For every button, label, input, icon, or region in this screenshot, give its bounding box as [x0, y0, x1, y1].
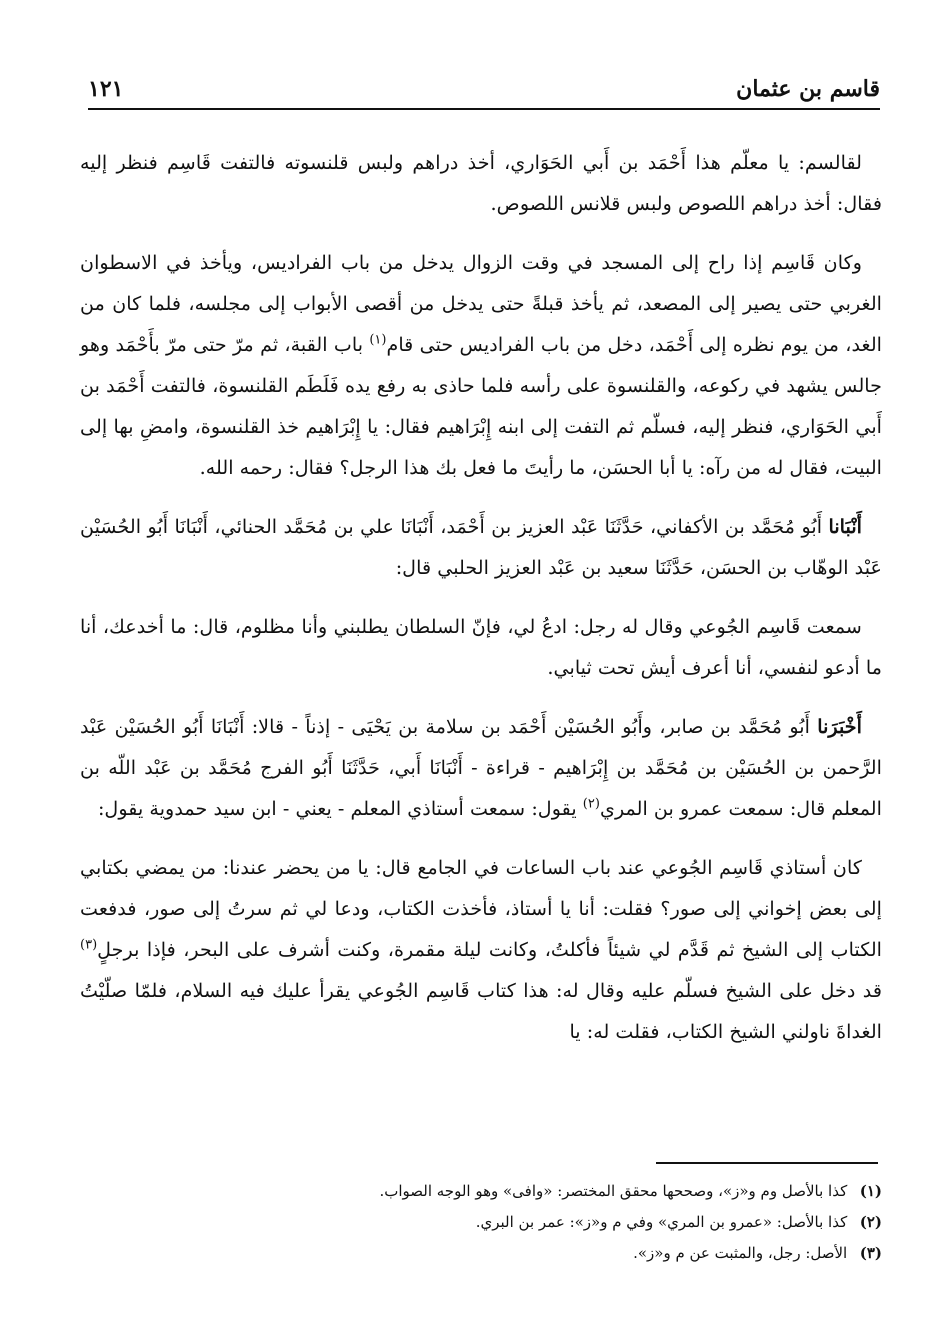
paragraph-3	[80, 506, 882, 588]
footnote-ref-3[interactable]: (٣)	[80, 937, 98, 953]
footnote-ref-1[interactable]: (١)	[369, 332, 387, 348]
footnote-divider	[656, 1162, 878, 1164]
footnote-text: كذا بالأصل: «عمرو بن المري» وفي م و«ز»: عمر بن البري.	[475, 1213, 848, 1231]
paragraph-text: سمعت قَاسِم الجُوعي وقال له رجل: ادعُ لي، فإنّ السلطان يطلبني وأنا مظلوم، قال: ما أخدعك، أنا ما أدعو لنفسي، أنا أعرف أيش تحت ثيابي.	[80, 615, 882, 679]
footnotes	[80, 1176, 882, 1269]
footnote-text: الأصل: رجل، والمثبت عن م و«ز».	[633, 1244, 848, 1262]
running-header	[88, 72, 880, 110]
paragraph-text: باب القبة، ثم مرّ حتى مرّ بأَحْمَد وهو جالس يشهد في ركوعه، والقلنسوة على رأسه فلما حاذى به رفع يده فَلَطَم القلنسوة، فالتفت أَحْمَد بن أَبي الحَوَاري، فنظر إليه، فسلّم ثم التفت إلى ابنه إِبْرَاهيم فقال: يا إِبْرَاهيم خذ القلنسوة، وامضِ بها إلى البيت، فقال له من رآه: يا أبا الحسَن، ما رأيتَ ما فعل بك هذا الرجل؟ فقال: رحمه الله.	[80, 333, 882, 479]
running-title: قاسم بن عثمان	[736, 76, 880, 102]
footnote-2	[80, 1207, 882, 1238]
paragraph-6	[80, 847, 882, 1052]
paragraph-text: يقول: سمعت أستاذي المعلم - يعني - ابن سيد حمدوية يقول:	[97, 797, 583, 820]
paragraph-text: أَبُو مُحَمَّد بن الأكفاني، حَدَّثَنَا عَبْد العزيز بن أَحْمَد، أَنْبَانَا علي بن مُحَمَّد الحنائي، أَنْبَانَا أَبُو الحُسَيْن عَبْد الوهّاب بن الحسَن، حَدَّثَنَا سعيد بن عَبْد العزيز الحلبي قال:	[80, 515, 882, 579]
paragraph-text: كان أستاذي قَاسِم الجُوعي عند باب الساعات في الجامع قال: يا من يحضر عندنا: من يمضي بكتابي إلى بعض إخواني إلى صور؟ فقلت: أنا يا أستاذ، فأخذت الكتاب، ودعا لي ثم سرتُ إلى صور، فدفعت الكتاب إلى الشيخ ثم قَدَّم لي شيئاً فأكلتُ، وكانت ليلة مقمرة، وكنت أشرف على البحر، فإذا برجلٍ	[80, 856, 882, 961]
paragraph-1	[80, 142, 882, 224]
footnote-3	[80, 1238, 882, 1269]
footnote-number: (٣)	[859, 1244, 882, 1262]
footnote-number: (٢)	[859, 1213, 882, 1231]
paragraph-text: قد دخل على الشيخ فسلّم عليه وقال له: هذا كتاب قَاسِم الجُوعي يقرأ عليك فيه السلام، فلمّا صلّيْتُ الغداةَ ناولني الشيخ الكتاب، فقلت له: يا	[80, 979, 882, 1043]
footnote-1	[80, 1176, 882, 1207]
paragraph-5	[80, 706, 882, 829]
paragraph-lead-word: أَنْبَانا	[828, 515, 862, 538]
paragraph-text: وكان قَاسِم إذا راح إلى المسجد في وقت الزوال يدخل من باب الفراديس، ويأخذ في الاسطوان الغربي حتى يصير إلى المصعد، ثم يأخذ قبلةً حتى يدخل من أقصى الأبواب إلى مجلسه، فلما كان من الغد، من يوم نظره إلى أَحْمَد، دخل من باب الفراديس حتى قام	[80, 251, 882, 356]
footnote-number: (١)	[859, 1182, 882, 1200]
paragraph-text: أَبُو مُحَمَّد بن صابر، وأَبُو الحُسَيْن أَحْمَد بن سلامة بن يَحْيَى - إذناً - قالا: أَنْبَانَا أَبُو الحُسَيْن عَبْد الرَّحمن بن الحُسَيْن بن مُحَمَّد بن إِبْرَاهيم - قراءة - أَنْبَانَا أَبي، حَدَّثَنَا أَبُو الفرج مُحَمَّد بن عَبْد اللّه بن المعلم قال: سمعت عمرو بن المري	[80, 715, 882, 820]
page-number: ١٢١	[88, 76, 124, 102]
paragraph-text: لقالسم: يا معلّم هذا أَحْمَد بن أَبي الحَوَاري، أخذ دراهم ولبس قلنسوته فالتفت قَاسِم فنظر إليه فقال: أخذ دراهم اللصوص ولبس قلانس اللصوص.	[80, 151, 882, 215]
paragraph-lead-word: أَخْبَرَنا	[817, 715, 862, 738]
footnote-text: كذا بالأصل وم و«ز»، وصححها محقق المختصر: «وافى» وهو الوجه الصواب.	[379, 1182, 848, 1200]
paragraph-2	[80, 242, 882, 488]
paragraph-4	[80, 606, 882, 688]
main-text	[80, 142, 882, 1052]
footnote-ref-2[interactable]: (٢)	[582, 796, 600, 812]
